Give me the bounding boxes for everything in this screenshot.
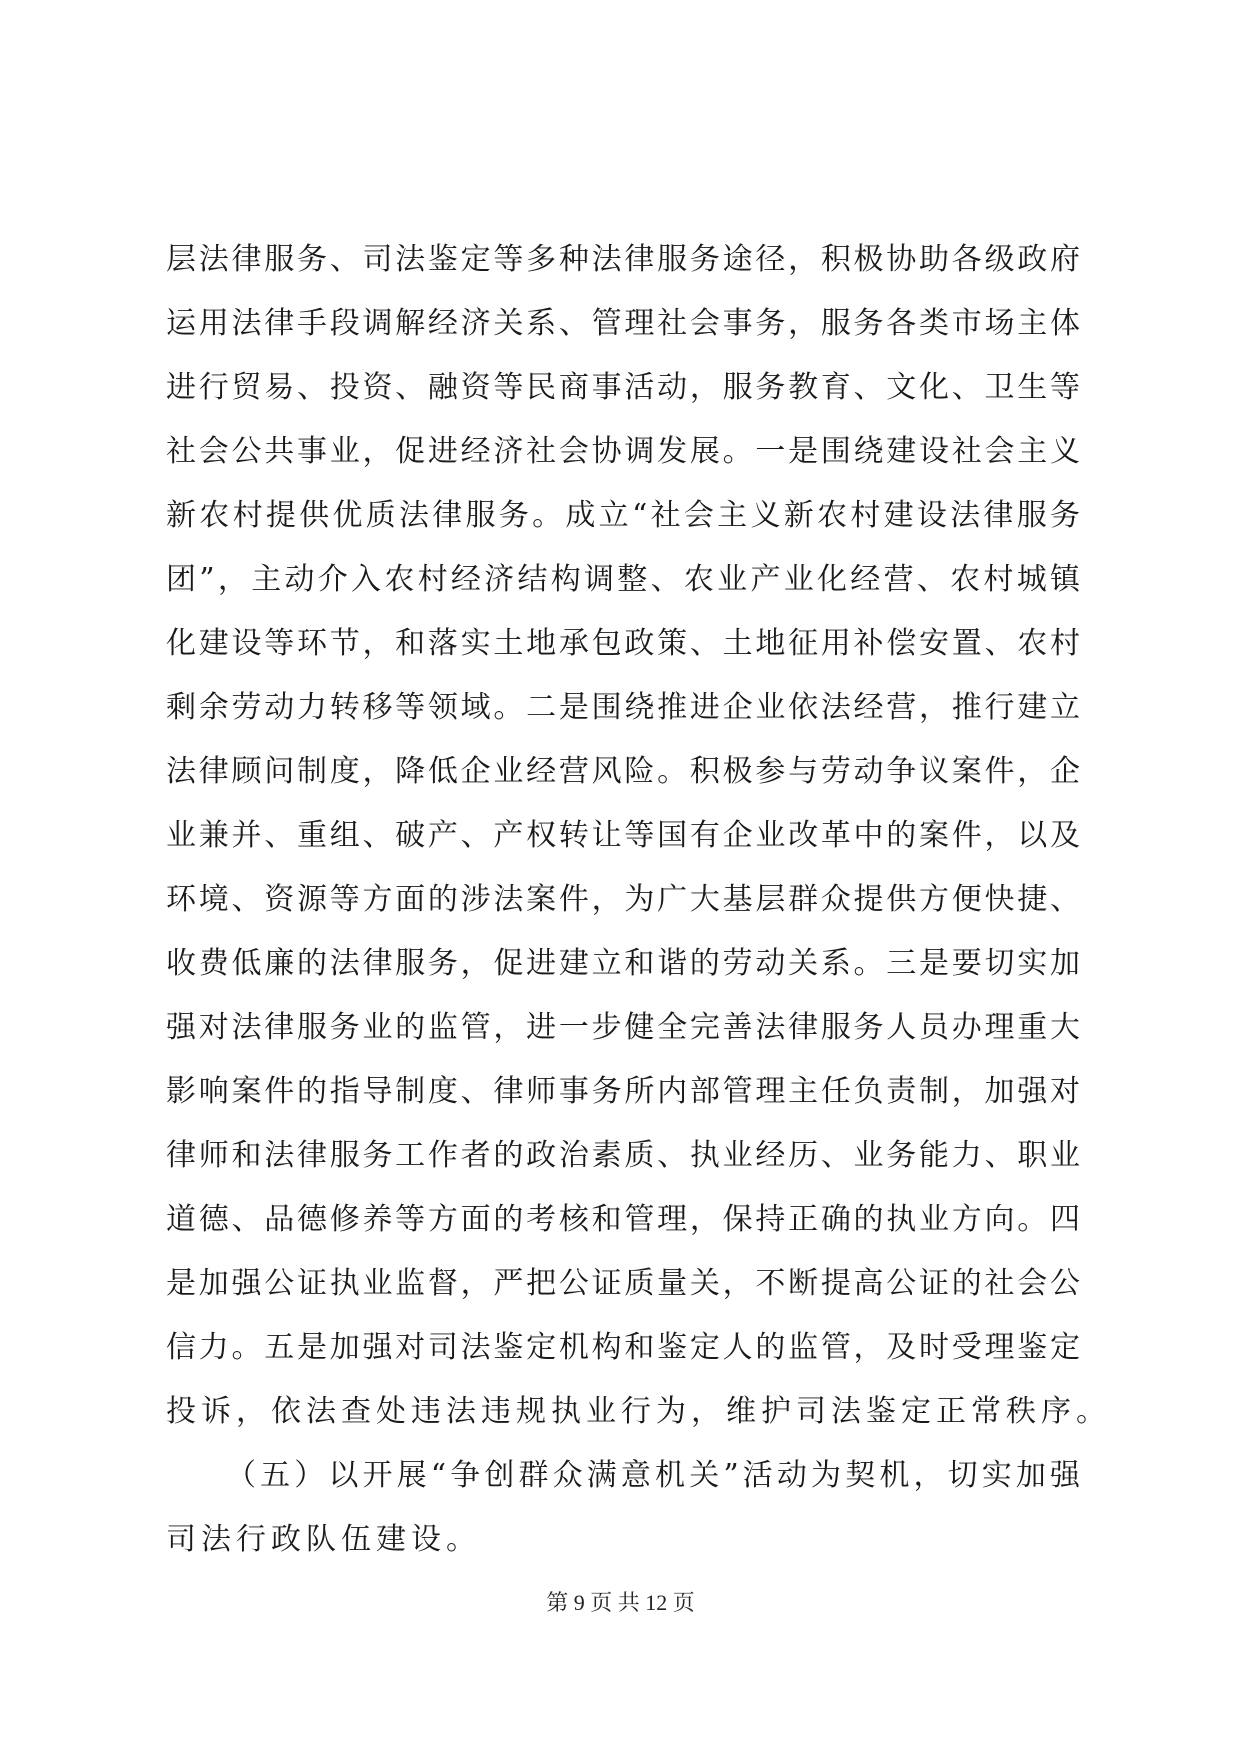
text-line: 律师和法律服务工作者的政治素质、执业经历、业务能力、职业 bbox=[166, 1138, 1080, 1173]
text-line: 是加强公证执业监督，严把公证质量关，不断提高公证的社会公 bbox=[166, 1266, 1080, 1301]
text-line: 收费低廉的法律服务，促进建立和谐的劳动关系。三是要切实加 bbox=[166, 946, 1080, 981]
text-line: 环境、资源等方面的涉法案件，为广大基层群众提供方便快捷、 bbox=[166, 882, 1080, 917]
text-line: 影响案件的指导制度、律师事务所内部管理主任负责制，加强对 bbox=[166, 1074, 1080, 1109]
text-line: 运用法律手段调解经济关系、管理社会事务，服务各类市场主体 bbox=[166, 306, 1080, 341]
text-line: 社会公共事业，促进经济社会协调发展。一是围绕建设社会主义 bbox=[166, 434, 1080, 469]
text-line: 新农村提供优质法律服务。成立“社会主义新农村建设法律服务 bbox=[166, 498, 1080, 533]
text-line: 层法律服务、司法鉴定等多种法律服务途径，积极协助各级政府 bbox=[166, 242, 1080, 277]
text-line: 进行贸易、投资、融资等民商事活动，服务教育、文化、卫生等 bbox=[166, 370, 1080, 405]
document-body bbox=[166, 228, 1111, 1572]
text-line: 投诉，依法查处违法违规执业行为，维护司法鉴定正常秩序。 bbox=[166, 1394, 1111, 1429]
page-number: 第 9 页 共 12 页 bbox=[546, 1590, 695, 1615]
text-line: 化建设等环节，和落实土地承包政策、土地征用补偿安置、农村 bbox=[166, 626, 1080, 661]
text-line: 业兼并、重组、破产、产权转让等国有企业改革中的案件，以及 bbox=[166, 818, 1080, 853]
text-line: 信力。五是加强对司法鉴定机构和鉴定人的监管，及时受理鉴定 bbox=[166, 1330, 1080, 1365]
text-line: 道德、品德修养等方面的考核和管理，保持正确的执业方向。四 bbox=[166, 1202, 1080, 1237]
section-heading-line: （五）以开展“争创群众满意机关”活动为契机，切实加强 bbox=[226, 1458, 1080, 1493]
text-line: 法律顾问制度，降低企业经营风险。积极参与劳动争议案件，企 bbox=[166, 754, 1080, 789]
section-heading-line: 司法行政队伍建设。 bbox=[166, 1522, 481, 1557]
text-line: 团”，主动介入农村经济结构调整、农业产业化经营、农村城镇 bbox=[166, 562, 1080, 597]
text-line: 强对法律服务业的监管，进一步健全完善法律服务人员办理重大 bbox=[166, 1010, 1080, 1045]
text-line: 剩余劳动力转移等领域。二是围绕推进企业依法经营，推行建立 bbox=[166, 690, 1080, 725]
